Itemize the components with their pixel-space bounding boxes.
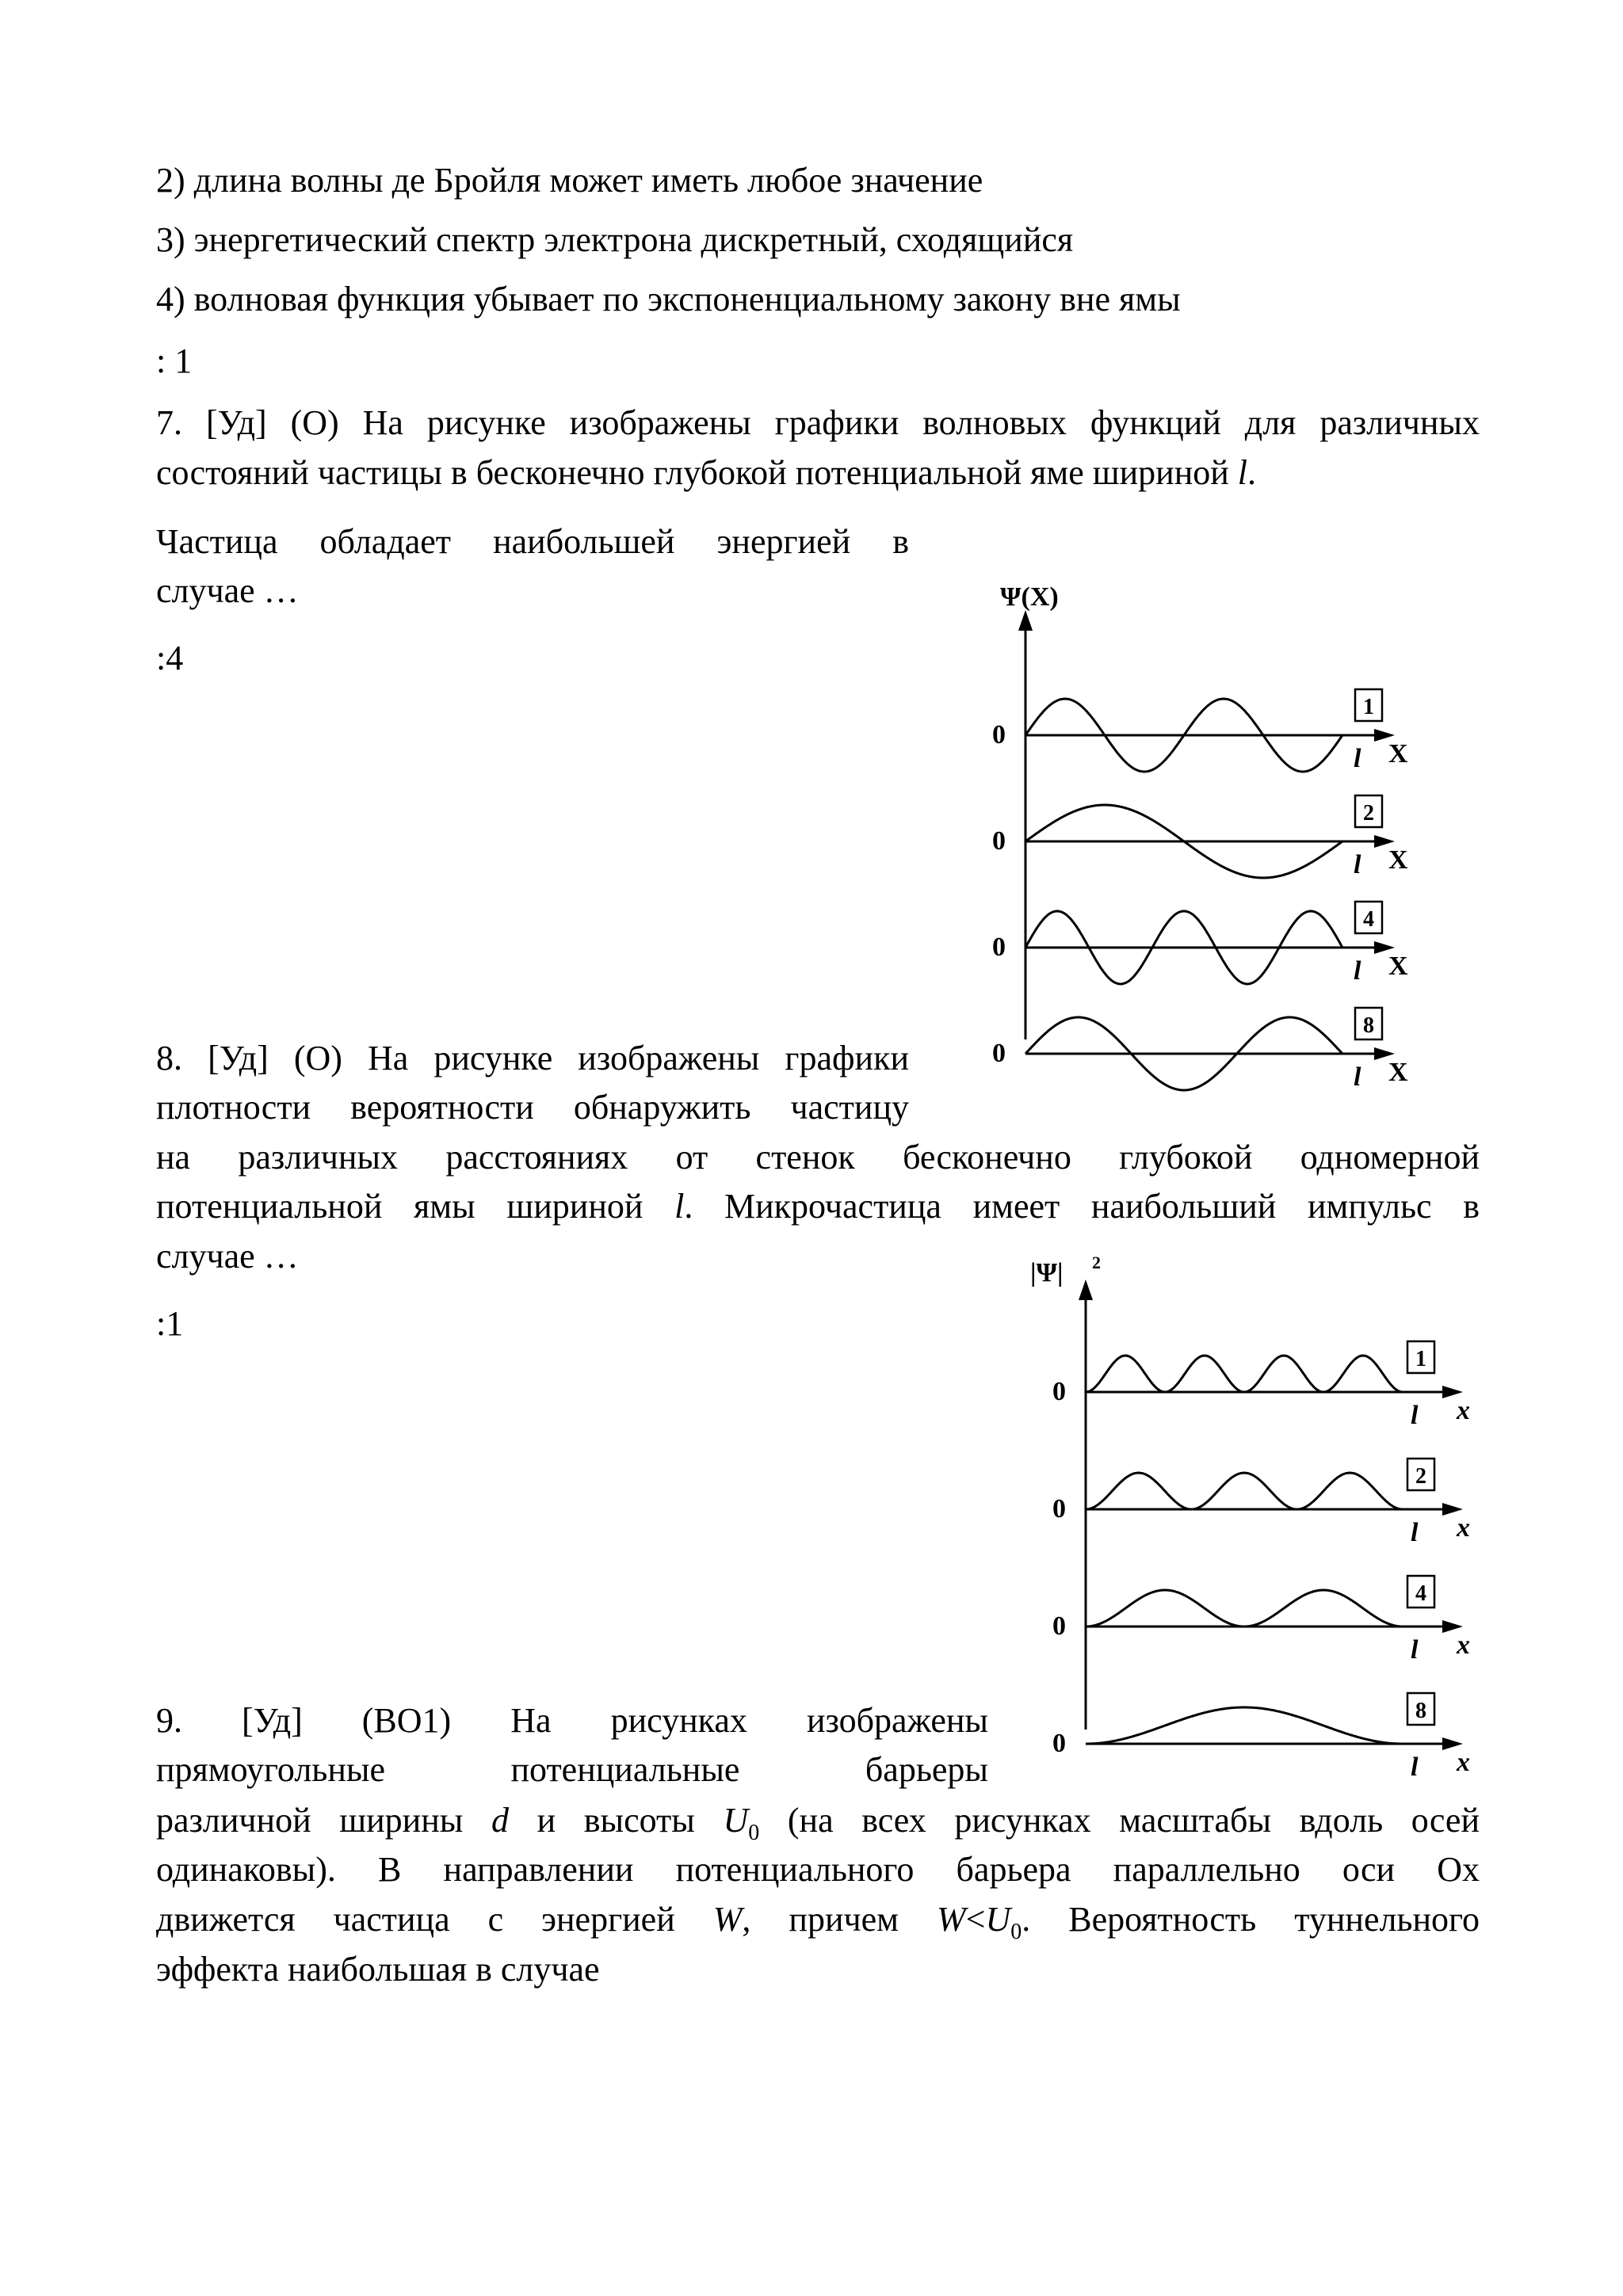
width-label-l: l [1411,1753,1419,1782]
q7-var-l: l [1237,453,1248,492]
q8-line4-pre: потенциальной ямы шириной [156,1187,675,1226]
width-label-l: l [1354,850,1361,879]
q9-var-u0b-sub: 0 [1010,1919,1022,1944]
q7-line2-post: . [1247,453,1257,492]
x-axis-label: X [1388,1058,1408,1087]
q9-line3-a: различной ширины [156,1801,491,1840]
zero-label: 0 [1052,1494,1066,1524]
zero-label: 0 [992,826,1006,856]
y-axis-arrow [1018,610,1033,631]
q9-line5-b: , причем [742,1900,937,1939]
state-number-label: 1 [1415,1347,1426,1371]
q8-line4-post: . Микрочастица имеет наибольший импульс в [684,1187,1480,1226]
q9-var-w2: W [936,1900,966,1939]
q9-text-line6: эффекта наибольшая в случае [156,1950,600,1989]
q9-line5-a: движется частица с энергией [156,1900,713,1939]
state-number-label: 1 [1363,695,1374,719]
width-label-l: l [1411,1518,1419,1547]
q6-option-4: 4) волновая функция убывает по экспоненциальному закону вне ямы [156,280,1181,318]
zero-label: 0 [992,933,1006,962]
x-axis-label: x [1457,1630,1470,1660]
curve-line [1086,1356,1403,1392]
state-number-label: 4 [1415,1581,1426,1606]
y-axis-label-superscript: 2 [1092,1253,1101,1272]
zero-label: 0 [1052,1729,1066,1758]
q7-line2-pre: состояний частицы в бесконечно глубокой потенциальной яме шириной [156,453,1238,492]
q9-var-u0-sub: 0 [748,1820,760,1845]
y-axis-arrow [1079,1280,1093,1300]
q8-text-line4 [156,1186,1480,1227]
q8-text-line2: плотности вероятности обнаружить частицу [156,1088,909,1127]
q9-text-line4: одинаковы). В направлении потенциального барьера параллельно оси Ох [156,1850,1480,1889]
curve-line [1086,1590,1403,1627]
q8-answer: :1 [156,1304,184,1343]
width-label-l: l [1411,1635,1419,1665]
width-label-l: l [1354,1062,1361,1092]
q9-text-line5 [156,1899,1480,1953]
curve-line [1086,1473,1403,1509]
q6-answer: : 1 [156,341,193,380]
q9-line3-b: и высоты [508,1801,724,1840]
q9-text-line3 [156,1800,1480,1854]
probability-density-figure [1030,1248,1506,1782]
q6-option-3: 3) энергетический спектр электрона дискретный, сходящийся [156,220,1074,259]
q9-var-u0: U [723,1801,749,1840]
x-axis-label: X [1388,845,1408,875]
zero-label: 0 [992,720,1006,749]
state-number-label: 8 [1363,1013,1374,1038]
state-number-label: 8 [1415,1699,1426,1723]
q9-line5-c: . Вероятность туннельного [1022,1900,1480,1939]
x-axis-label: x [1457,1513,1470,1543]
q9-var-w: W [712,1900,743,1939]
q8-text-line1: 8. [Уд] (О) На рисунке изображены графики [156,1039,909,1077]
q8-text-line3: на различных расстояниях от стенок бесконечно глубокой одномерной [156,1138,1480,1177]
q9-line3-c: (на всех рисунках масштабы вдоль осей [759,1801,1480,1840]
x-axis-label: x [1457,1748,1470,1777]
q9-var-d: d [491,1801,509,1840]
q9-text-line1: 9. [Уд] (ВО1) На рисунках изображены [156,1701,988,1740]
wavefunction-figure [983,578,1426,1092]
zero-label: 0 [1052,1611,1066,1641]
x-axis-label: X [1388,952,1408,981]
state-number-label: 2 [1415,1464,1426,1489]
width-label-l: l [1354,956,1361,986]
q7-text-line1: 7. [Уд] (О) На рисунке изображены графики волновых функций для различных [156,403,1480,442]
q8-var-l: l [674,1187,685,1226]
zero-label: 0 [1052,1377,1066,1406]
y-axis-label: |Ψ| [1030,1258,1064,1287]
x-axis-label: X [1388,739,1408,769]
width-label-l: l [1354,744,1361,773]
y-axis-label: Ψ(X) [1000,582,1059,612]
state-number-label: 4 [1363,907,1374,932]
curve-line [1086,1707,1403,1744]
q8-text-line5: случае … [156,1237,299,1276]
q9-var-u0b: U [985,1900,1011,1939]
q7-text-line4: случае … [156,571,299,610]
q7-text-line3: Частица обладает наибольшей энергией в [156,522,909,561]
zero-label: 0 [992,1039,1006,1068]
q9-line5-lt: < [965,1900,986,1939]
q7-answer: :4 [156,639,184,677]
q9-text-line2: прямоугольные потенциальные барьеры [156,1750,988,1789]
x-axis-label: x [1457,1396,1470,1425]
q6-option-2: 2) длина волны де Бройля может иметь любое значение [156,161,983,200]
width-label-l: l [1411,1401,1419,1430]
q7-text-line2 [156,452,1256,494]
state-number-label: 2 [1363,801,1374,826]
